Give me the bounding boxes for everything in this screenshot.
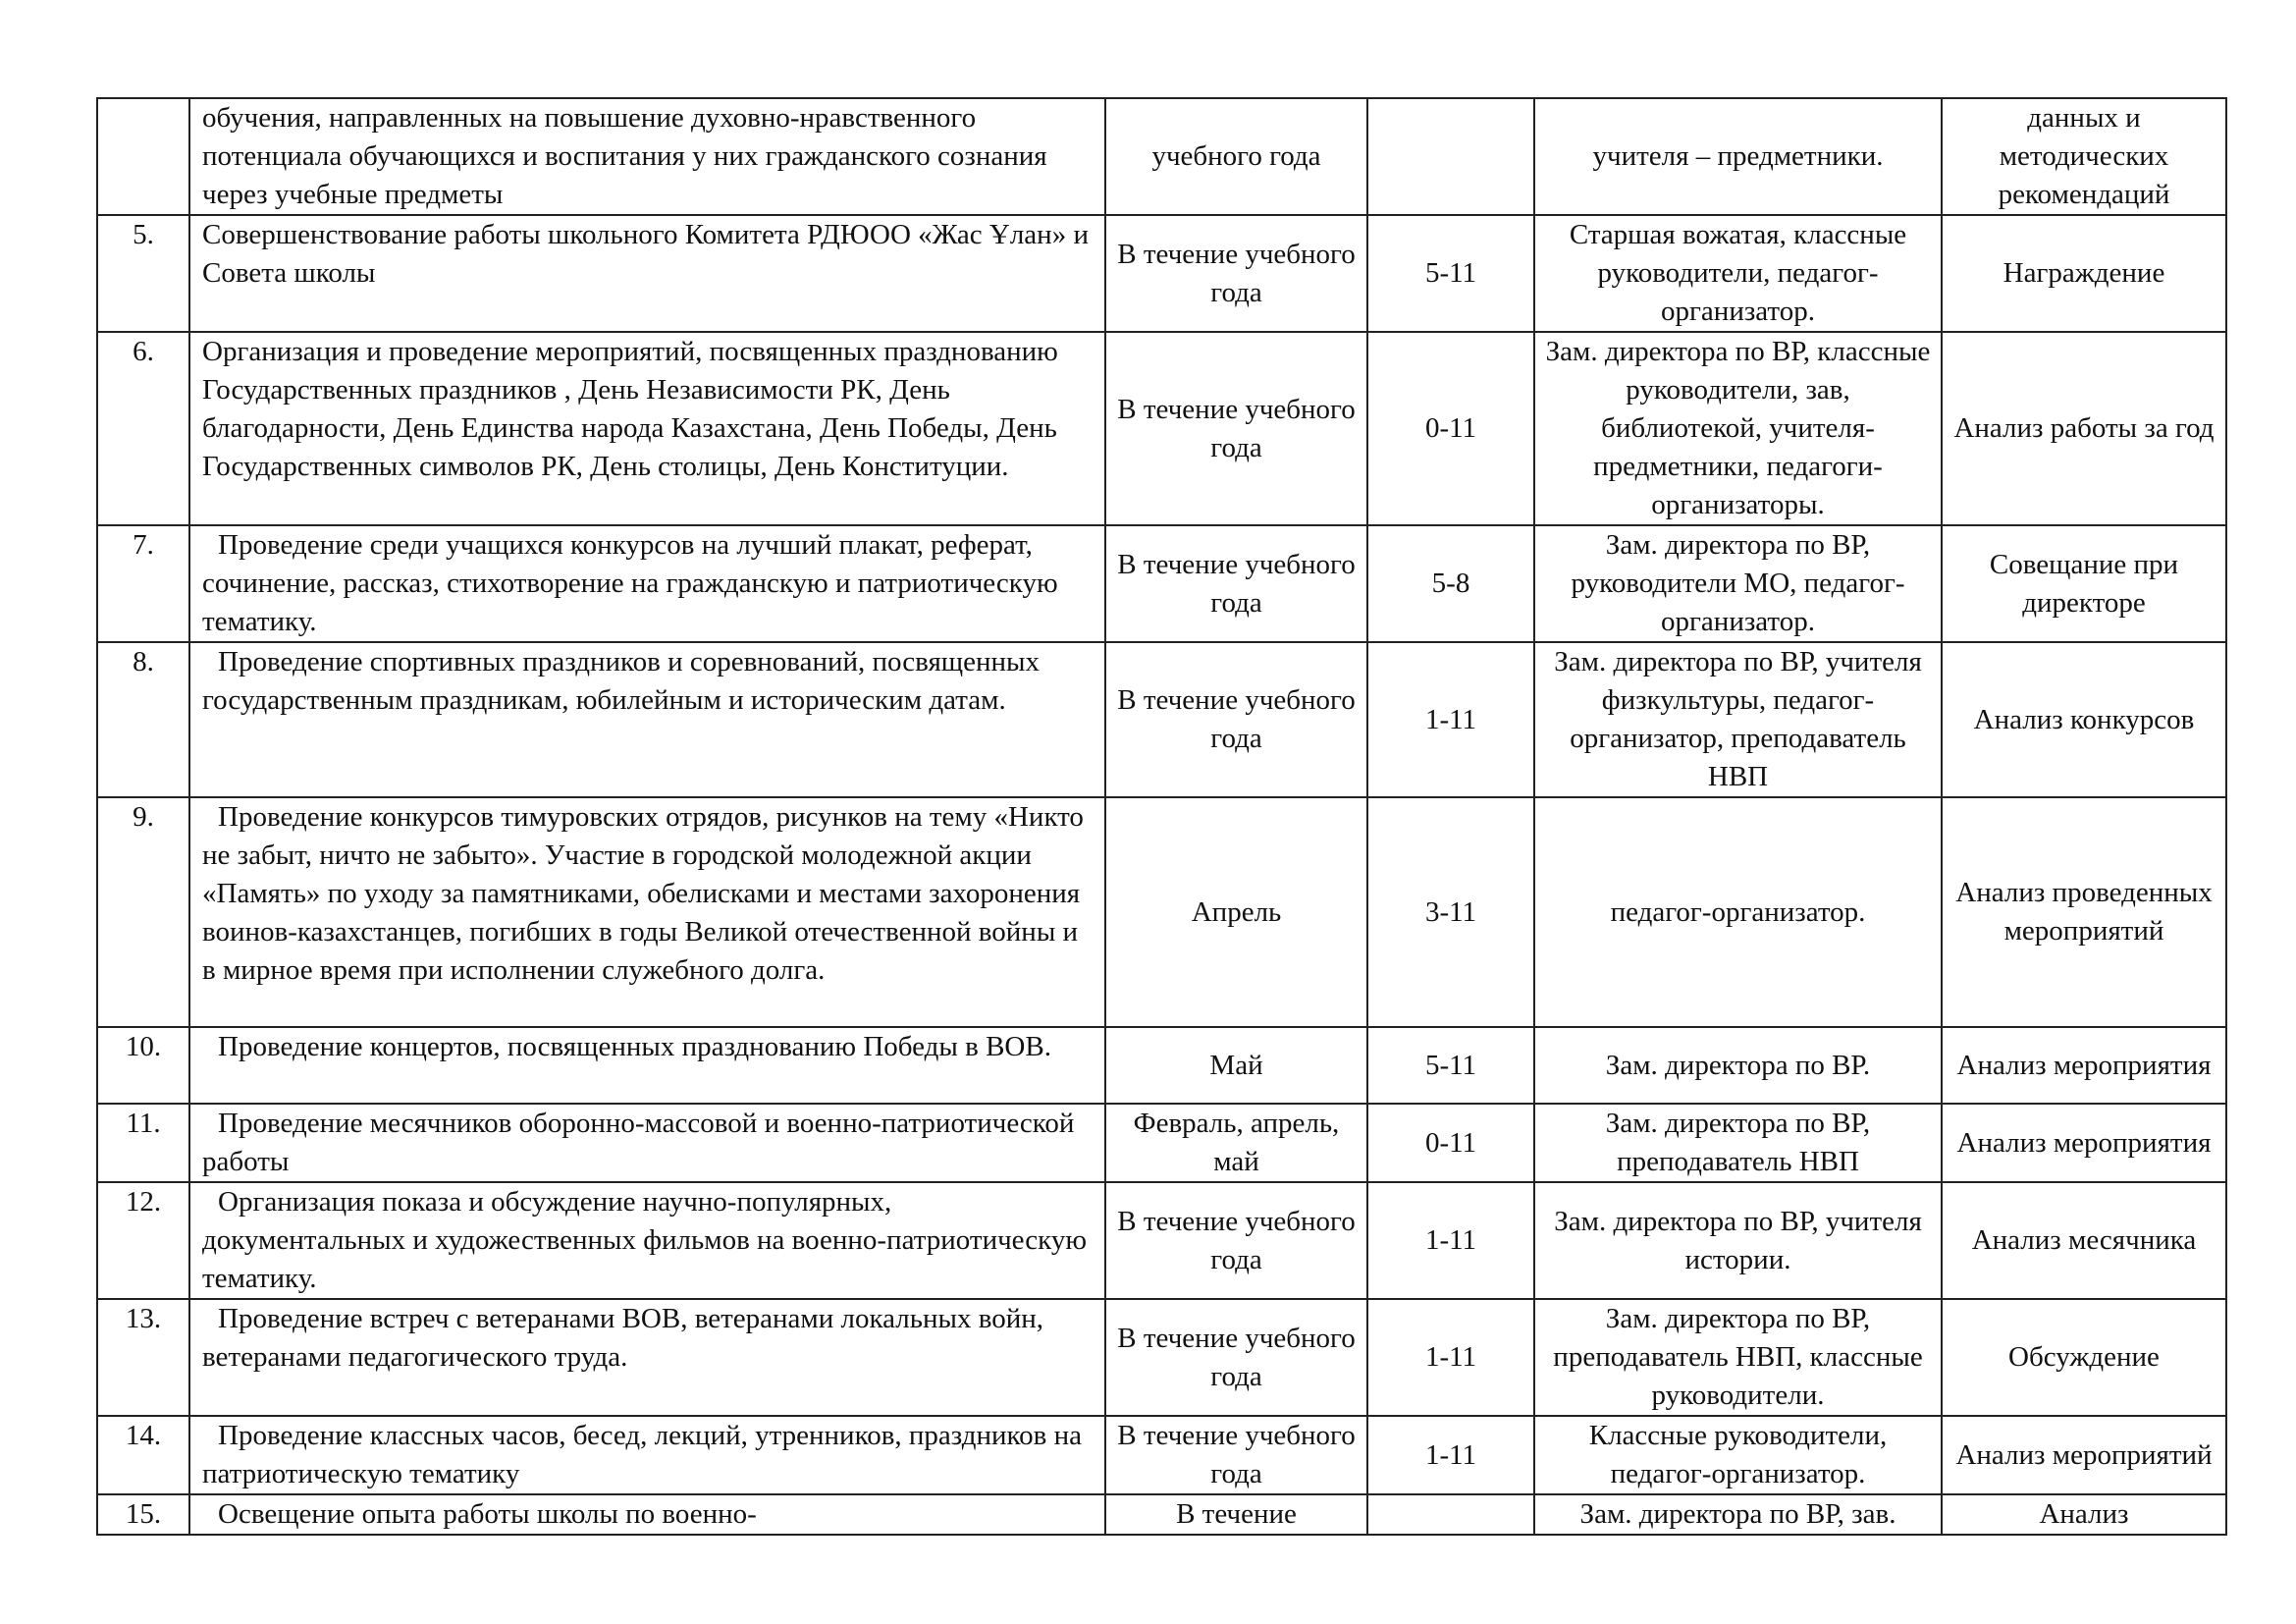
activity-description: Совершенствование работы школьного Комитета РДЮОО «Жас Ұлан» и Совета школы bbox=[189, 215, 1105, 332]
activity-responsible: Зам. директора по ВР, учителя истории. bbox=[1534, 1182, 1942, 1299]
activity-description: Проведение встреч с ветеранами ВОВ, ветеранами локальных войн, ветеранами педагогического труда. bbox=[189, 1299, 1105, 1416]
table-row bbox=[97, 98, 2226, 215]
activity-completion-form: Анализ bbox=[1942, 1494, 2226, 1535]
activity-responsible: Зам. директора по ВР. bbox=[1534, 1027, 1942, 1104]
activity-completion-form: Анализ месячника bbox=[1942, 1182, 2226, 1299]
activity-completion-form: Анализ конкурсов bbox=[1942, 642, 2226, 797]
activity-grades: 5-8 bbox=[1367, 525, 1534, 642]
activity-term: В течение учебного года bbox=[1105, 215, 1367, 332]
activity-grades: 5-11 bbox=[1367, 1027, 1534, 1104]
activity-term: В течение учебного года bbox=[1105, 642, 1367, 797]
activity-responsible: Зам. директора по ВР, руководители МО, педагог-организатор. bbox=[1534, 525, 1942, 642]
activity-grades: 1-11 bbox=[1367, 642, 1534, 797]
activity-term: В течение учебного года bbox=[1105, 1416, 1367, 1494]
row-number: 8. bbox=[97, 642, 189, 797]
activity-description: Организация и проведение мероприятий, посвященных празднованию Государственных праздников , День Независимости РК, День благодарности, День Единства народа Казахстана, День Победы, День Государственных символов РК, День столицы, День Конституции. bbox=[189, 332, 1105, 525]
activity-completion-form: Обсуждение bbox=[1942, 1299, 2226, 1416]
row-number: 6. bbox=[97, 332, 189, 525]
table-row bbox=[97, 1027, 2226, 1104]
row-number: 10. bbox=[97, 1027, 189, 1104]
activity-grades: 3-11 bbox=[1367, 797, 1534, 1027]
activity-term: В течение учебного года bbox=[1105, 525, 1367, 642]
activity-term: В течение bbox=[1105, 1494, 1367, 1535]
activity-completion-form: Анализ мероприятия bbox=[1942, 1104, 2226, 1182]
activity-grades: 1-11 bbox=[1367, 1299, 1534, 1416]
activity-responsible: Классные руководители, педагог-организатор. bbox=[1534, 1416, 1942, 1494]
table-row bbox=[97, 525, 2226, 642]
activity-completion-form: Совещание при директоре bbox=[1942, 525, 2226, 642]
activity-grades: 0-11 bbox=[1367, 332, 1534, 525]
activity-term: учебного года bbox=[1105, 98, 1367, 215]
activity-description: обучения, направленных на повышение духовно-нравственного потенциала обучающихся и воспитания у них гражданского сознания через учебные предметы bbox=[189, 98, 1105, 215]
activity-description: Проведение спортивных праздников и соревнований, посвященных государственным праздникам, юбилейным и историческим датам. bbox=[189, 642, 1105, 797]
activity-term: В течение учебного года bbox=[1105, 1182, 1367, 1299]
activity-grades: 5-11 bbox=[1367, 215, 1534, 332]
activity-responsible: педагог-организатор. bbox=[1534, 797, 1942, 1027]
activities-table bbox=[96, 97, 2227, 1536]
activity-completion-form: Анализ работы за год bbox=[1942, 332, 2226, 525]
activity-responsible: Зам. директора по ВР, преподаватель НВП, классные руководители. bbox=[1534, 1299, 1942, 1416]
table-row bbox=[97, 1416, 2226, 1494]
activity-description: Проведение среди учащихся конкурсов на лучший плакат, реферат, сочинение, рассказ, стихотворение на гражданскую и патриотическую тематику. bbox=[189, 525, 1105, 642]
activity-description: Проведение классных часов, бесед, лекций, утренников, праздников на патриотическую тематику bbox=[189, 1416, 1105, 1494]
activity-term: Февраль, апрель, май bbox=[1105, 1104, 1367, 1182]
activity-completion-form: Анализ мероприятий bbox=[1942, 1416, 2226, 1494]
activity-term: В течение учебного года bbox=[1105, 332, 1367, 525]
activity-completion-form: Анализ проведенных мероприятий bbox=[1942, 797, 2226, 1027]
activity-grades: 1-11 bbox=[1367, 1182, 1534, 1299]
activity-completion-form: Награждение bbox=[1942, 215, 2226, 332]
activity-responsible: Зам. директора по ВР, зав. bbox=[1534, 1494, 1942, 1535]
activity-completion-form: Анализ мероприятия bbox=[1942, 1027, 2226, 1104]
row-number: 9. bbox=[97, 797, 189, 1027]
activity-description: Проведение месячников оборонно-массовой и военно-патриотической работы bbox=[189, 1104, 1105, 1182]
row-number: 14. bbox=[97, 1416, 189, 1494]
table-row bbox=[97, 1299, 2226, 1416]
table-row bbox=[97, 797, 2226, 1027]
row-number: 5. bbox=[97, 215, 189, 332]
row-number: 11. bbox=[97, 1104, 189, 1182]
activity-description: Проведение концертов, посвященных празднованию Победы в ВОВ. bbox=[189, 1027, 1105, 1104]
activity-grades: 0-11 bbox=[1367, 1104, 1534, 1182]
activity-responsible: учителя – предметники. bbox=[1534, 98, 1942, 215]
table-row bbox=[97, 1104, 2226, 1182]
table-row bbox=[97, 642, 2226, 797]
activity-responsible: Зам. директора по ВР, преподаватель НВП bbox=[1534, 1104, 1942, 1182]
activity-term: Апрель bbox=[1105, 797, 1367, 1027]
activity-grades: 1-11 bbox=[1367, 1416, 1534, 1494]
table-row bbox=[97, 215, 2226, 332]
row-number: 12. bbox=[97, 1182, 189, 1299]
activity-term: Май bbox=[1105, 1027, 1367, 1104]
activity-responsible: Старшая вожатая, классные руководители, педагог-организатор. bbox=[1534, 215, 1942, 332]
activity-description: Проведение конкурсов тимуровских отрядов, рисунков на тему «Никто не забыт, ничто не забыто». Участие в городской молодежной акции «Память» по уходу за памятниками, обелисками и местами захоронения воинов-казахстанцев, погибших в годы Великой отечественной войны и в мирное время при исполнении служебного долга. bbox=[189, 797, 1105, 1027]
table-row bbox=[97, 332, 2226, 525]
row-number: 15. bbox=[97, 1494, 189, 1535]
activity-grades bbox=[1367, 1494, 1534, 1535]
table-row bbox=[97, 1182, 2226, 1299]
row-number: 7. bbox=[97, 525, 189, 642]
table-row bbox=[97, 1494, 2226, 1535]
activity-responsible: Зам. директора по ВР, классные руководители, зав, библиотекой, учителя-предметники, педагоги-организаторы. bbox=[1534, 332, 1942, 525]
activity-description: Освещение опыта работы школы по военно- bbox=[189, 1494, 1105, 1535]
activity-grades bbox=[1367, 98, 1534, 215]
activity-term: В течение учебного года bbox=[1105, 1299, 1367, 1416]
row-number: 13. bbox=[97, 1299, 189, 1416]
row-number bbox=[97, 98, 189, 215]
activity-description: Организация показа и обсуждение научно-популярных, документальных и художественных фильмов на военно-патриотическую тематику. bbox=[189, 1182, 1105, 1299]
activity-responsible: Зам. директора по ВР, учителя физкультуры, педагог-организатор, преподаватель НВП bbox=[1534, 642, 1942, 797]
activity-completion-form: данных и методических рекомендаций bbox=[1942, 98, 2226, 215]
